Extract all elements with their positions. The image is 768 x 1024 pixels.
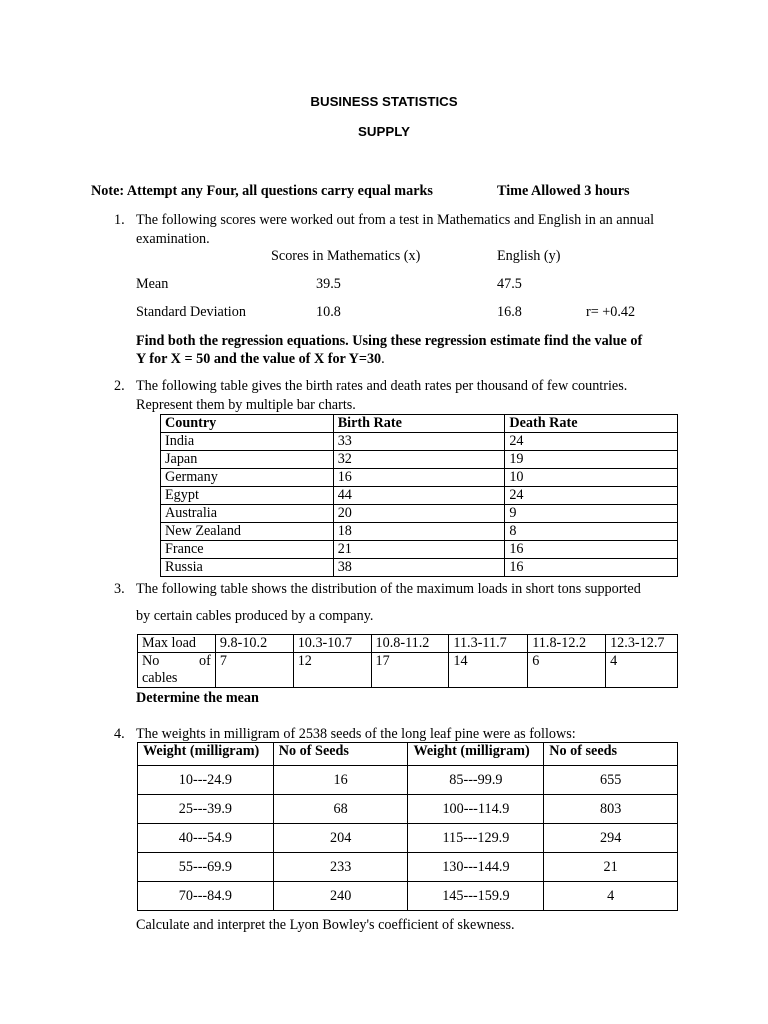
weight-cell: 70---84.9: [138, 882, 274, 911]
birth-rate-cell: 21: [333, 541, 505, 559]
country-cell: Russia: [161, 559, 334, 577]
header-death-rate: Death Rate: [505, 415, 678, 433]
table-header-row: [138, 743, 678, 766]
seeds-cell: 204: [273, 824, 408, 853]
weight-cell: 115---129.9: [408, 824, 544, 853]
q1-mean-y: 47.5: [497, 276, 522, 292]
table-row: [138, 766, 678, 795]
q2-line2: Represent them by multiple bar charts.: [136, 397, 356, 413]
seeds-cell: 655: [544, 766, 678, 795]
seeds-cell: 233: [273, 853, 408, 882]
q1-sd-label: Standard Deviation: [136, 304, 246, 320]
max-load-label: Max load: [138, 635, 216, 653]
birth-rate-cell: 16: [333, 469, 505, 487]
cable-count-label: [138, 653, 216, 688]
count-cell: 4: [606, 653, 678, 688]
q1-number: 1.: [114, 212, 125, 228]
table-header-row: [161, 415, 678, 433]
table-row: [161, 505, 678, 523]
count-cell: 7: [215, 653, 293, 688]
birth-rate-cell: 38: [333, 559, 505, 577]
death-rate-cell: 19: [505, 451, 678, 469]
birth-rate-cell: 18: [333, 523, 505, 541]
q1-task-line2-bold: Y for X = 50 and the value of X for Y=30: [136, 351, 382, 367]
q2-line1: The following table gives the birth rates and death rates per thousand of few countries.: [136, 378, 628, 394]
q1-correlation: r= +0.42: [586, 304, 636, 320]
time-allowed: Time Allowed 3 hours: [497, 183, 630, 199]
q4-task: Calculate and interpret the Lyon Bowley's coefficient of skewness.: [136, 917, 515, 933]
q1-sd-y: 16.8: [497, 304, 522, 320]
load-cell: 10.8-11.2: [371, 635, 449, 653]
birth-death-rate-table: [160, 414, 678, 577]
q3-line1: The following table shows the distribution of the maximum loads in short tons supported: [136, 581, 641, 597]
seeds-cell: 240: [273, 882, 408, 911]
cable-count-label-word-c: cables: [142, 670, 178, 686]
birth-rate-cell: 44: [333, 487, 505, 505]
cable-count-label-word-b: of: [199, 653, 211, 669]
q3-task: Determine the mean: [136, 690, 259, 706]
seeds-cell: 294: [544, 824, 678, 853]
q1-col-x: Scores in Mathematics (x): [271, 248, 421, 264]
header-seeds-2: No of seeds: [544, 743, 678, 766]
country-cell: Australia: [161, 505, 334, 523]
death-rate-cell: 8: [505, 523, 678, 541]
seeds-cell: 803: [544, 795, 678, 824]
weight-cell: 85---99.9: [408, 766, 544, 795]
header-weight-2: Weight (milligram): [408, 743, 544, 766]
q1-mean-label: Mean: [136, 276, 169, 292]
seed-weight-table: [137, 742, 678, 911]
weight-cell: 25---39.9: [138, 795, 274, 824]
table-row: [138, 882, 678, 911]
table-row: [161, 559, 678, 577]
country-cell: France: [161, 541, 334, 559]
country-cell: India: [161, 433, 334, 451]
country-cell: Japan: [161, 451, 334, 469]
header-country: Country: [161, 415, 334, 433]
table-row: [161, 523, 678, 541]
q4-number: 4.: [114, 726, 125, 742]
q1-task-line1: Find both the regression equations. Using these regression estimate find the value of: [136, 333, 643, 349]
q3-number: 3.: [114, 581, 125, 597]
instructions-note: Note: Attempt any Four, all questions carry equal marks: [91, 183, 433, 199]
header-weight-1: Weight (milligram): [138, 743, 274, 766]
q3-line2: by certain cables produced by a company.: [136, 608, 374, 624]
weight-cell: 130---144.9: [408, 853, 544, 882]
q1-task-line2: [136, 351, 385, 368]
cable-count-label-word-a: No: [142, 653, 160, 669]
q1-line2: examination.: [136, 231, 210, 247]
max-load-row: [138, 635, 678, 653]
death-rate-cell: 16: [505, 541, 678, 559]
cable-count-row: [138, 653, 678, 688]
q2-number: 2.: [114, 378, 125, 394]
header-seeds-1: No of Seeds: [273, 743, 408, 766]
seeds-cell: 68: [273, 795, 408, 824]
country-cell: New Zealand: [161, 523, 334, 541]
table-row: [161, 451, 678, 469]
table-row: [161, 433, 678, 451]
weight-cell: 55---69.9: [138, 853, 274, 882]
q1-sd-x: 10.8: [316, 304, 341, 320]
page-title: BUSINESS STATISTICS: [310, 94, 458, 109]
country-cell: Germany: [161, 469, 334, 487]
weight-cell: 145---159.9: [408, 882, 544, 911]
weight-cell: 100---114.9: [408, 795, 544, 824]
seeds-cell: 4: [544, 882, 678, 911]
table-row: [161, 469, 678, 487]
country-cell: Egypt: [161, 487, 334, 505]
q4-line1: The weights in milligram of 2538 seeds of the long leaf pine were as follows:: [136, 726, 576, 742]
load-cell: 10.3-10.7: [293, 635, 371, 653]
load-cell: 12.3-12.7: [606, 635, 678, 653]
table-row: [138, 795, 678, 824]
header-birth-rate: Birth Rate: [333, 415, 505, 433]
table-row: [138, 853, 678, 882]
seeds-cell: 16: [273, 766, 408, 795]
seeds-cell: 21: [544, 853, 678, 882]
load-cell: 9.8-10.2: [215, 635, 293, 653]
cable-load-table: [137, 634, 678, 688]
page-subtitle: SUPPLY: [358, 124, 410, 139]
count-cell: 6: [528, 653, 606, 688]
death-rate-cell: 24: [505, 487, 678, 505]
table-row: [161, 541, 678, 559]
table-row: [138, 824, 678, 853]
count-cell: 17: [371, 653, 449, 688]
birth-rate-cell: 33: [333, 433, 505, 451]
count-cell: 12: [293, 653, 371, 688]
q1-mean-x: 39.5: [316, 276, 341, 292]
q1-col-y: English (y): [497, 248, 561, 264]
death-rate-cell: 9: [505, 505, 678, 523]
death-rate-cell: 16: [505, 559, 678, 577]
table-row: [161, 487, 678, 505]
weight-cell: 10---24.9: [138, 766, 274, 795]
load-cell: 11.3-11.7: [449, 635, 528, 653]
birth-rate-cell: 20: [333, 505, 505, 523]
weight-cell: 40---54.9: [138, 824, 274, 853]
load-cell: 11.8-12.2: [528, 635, 606, 653]
death-rate-cell: 10: [505, 469, 678, 487]
death-rate-cell: 24: [505, 433, 678, 451]
count-cell: 14: [449, 653, 528, 688]
q1-line1: The following scores were worked out from a test in Mathematics and English in an annual: [136, 212, 655, 228]
birth-rate-cell: 32: [333, 451, 505, 469]
q1-task-line2-period: .: [381, 351, 385, 367]
